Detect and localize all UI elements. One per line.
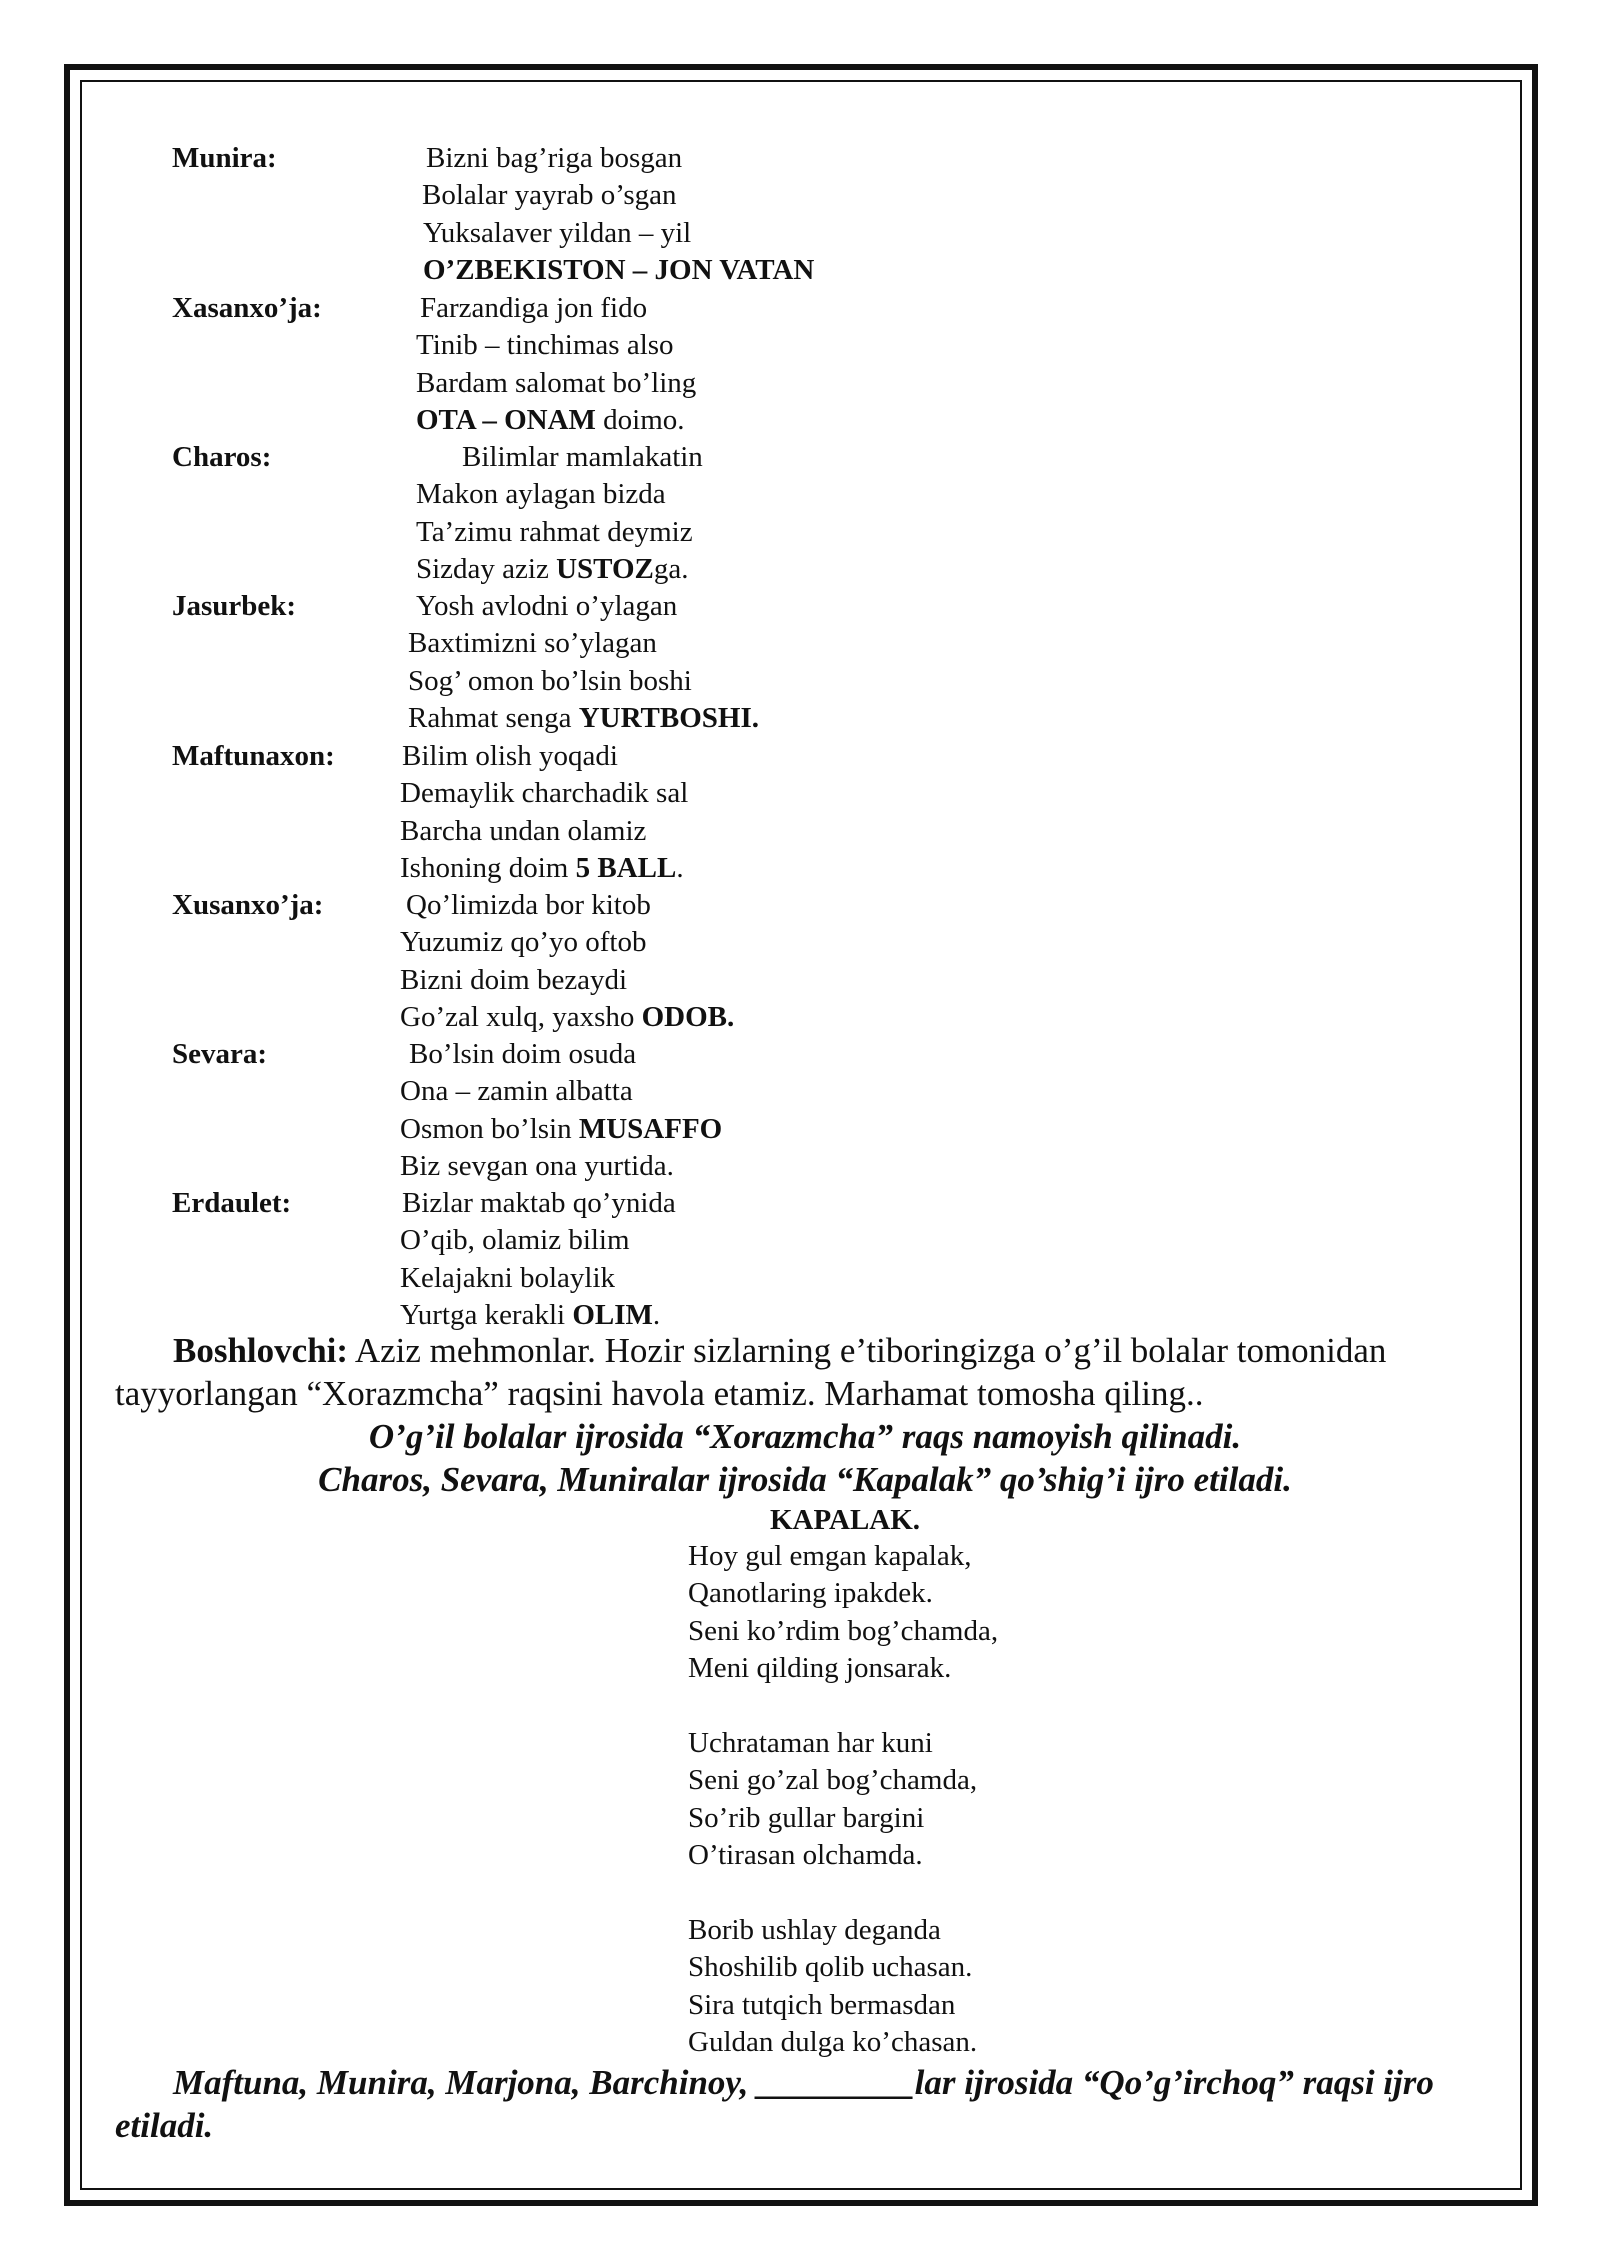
poem-line [416,365,696,402]
poem-line [462,439,703,476]
final-note-blank: _________ [757,2063,915,2102]
stage-note-2: Charos, Sevara, Muniralar ijrosida “Kapalak” qo’shig’i ijro etiladi. [318,1460,1292,1499]
song-lyrics [688,1538,998,2062]
speaker-name: Xusanxo’ja: [172,889,324,921]
poem-line [408,700,759,737]
speaker-name: Jasurbek: [172,590,297,622]
host-label: Boshlovchi: [173,1331,349,1370]
poem-line-text: Yuksalaver yildan – yil [423,216,692,249]
poem-line-tail: doimo. [595,404,685,437]
speaker-name: Charos: [172,441,272,473]
poem-line-text: Biz sevgan ona yurtida. [400,1150,674,1183]
poem-line [406,887,651,924]
poem-line [400,962,627,999]
poem-line-text: Yurtga kerakli [400,1299,573,1332]
poem-line [426,140,682,177]
poem-line-text: Barcha undan olamiz [400,814,647,847]
poem-line-text: Rahmat senga [408,702,579,735]
poem-line [400,813,646,850]
poem-line-emphasis: USTOZ [556,553,654,586]
poem-line [402,1185,676,1222]
song-line: Guldan dulga ko’chasan. [688,2026,978,2059]
poem-line [400,850,684,887]
poem-line-emphasis: YURTBOSHI. [578,702,760,735]
poem-line [422,177,676,214]
poem-line-text: O’qib, olamiz bilim [400,1224,630,1257]
poem-line-text: Bolalar yayrab o’sgan [422,179,677,212]
poem-line [416,402,685,439]
poem-line [416,588,677,625]
verse-gap [688,1875,998,1912]
poem-line-text: Tinib – tinchimas also [416,329,674,362]
poem-line-text: Kelajakni bolaylik [400,1261,616,1294]
song-line: Uchrataman har kuni [688,1727,933,1760]
speaker-name: Maftunaxon: [172,740,335,772]
poem-line-text: Ona – zamin albatta [400,1075,633,1108]
poem-line-text: Osmon bo’lsin [400,1112,579,1145]
speaker-name: Sevara: [172,1038,268,1070]
poem-line-emphasis: O’ZBEKISTON – JON VATAN [423,254,815,287]
song-line: Borib ushlay deganda [688,1914,941,1947]
poem-line-text: Sizday aziz [416,553,557,586]
poem-line-emphasis: OTA – ONAM [416,404,596,437]
song-line: Seni go’zal bog’chamda, [688,1764,978,1797]
poem-line [402,738,618,775]
poem-line-text: Yosh avlodni o’ylagan [416,590,678,622]
poem-line-tail: . [676,852,684,885]
poem-line [420,290,647,327]
poem-line [400,775,688,812]
poem-line [423,215,691,252]
poem-line-text: Farzandiga jon fido [420,292,648,324]
poem-line-text: Qo’limizda bor kitob [406,889,651,921]
poem-line [400,999,734,1036]
poem-line-text: Demaylik charchadik sal [400,777,689,810]
poem-line-text: Bizni doim bezaydi [400,963,628,996]
poem-line-emphasis: 5 BALL [575,852,677,885]
song-line: So’rib gullar bargini [688,1801,925,1834]
speaker-name: Erdaulet: [172,1187,292,1219]
final-note-rest: lar ijrosida “Qo’g’irchoq” raqsi ijro etiladi. [115,2063,1434,2145]
poem-line-text: Baxtimizni so’ylagan [408,627,657,660]
poem-line-text: Makon aylagan bizda [416,478,666,511]
host-paragraph [115,1329,1495,1415]
song-line: O’tirasan olchamda. [688,1839,923,1872]
poem-line-text: Bizlar maktab qo’ynida [402,1187,676,1219]
final-note-names: Maftuna, Munira, Marjona, Barchinoy, [173,2063,758,2102]
poem-line-text: Bilimlar mamlakatin [462,441,703,473]
poem-line-text: Sog’ omon bo’lsin boshi [408,664,692,697]
host-text: Aziz mehmonlar. Hozir sizlarning e’tiboringizga o’g’il bolalar tomonidan tayyorlangan “Xorazmcha” raqsini havola etamiz. Marhamat tomosha qiling.. [115,1331,1387,1413]
poem-line [423,252,814,289]
song-line: Hoy gul emgan kapalak, [688,1540,972,1572]
poem-line [400,1073,633,1110]
song-title: KAPALAK. [769,1504,921,1536]
song-line: Seni ko’rdim bog’chamda, [688,1614,999,1647]
poem-line-text: Bardam salomat bo’ling [416,366,697,399]
stage-note-1: O’g’il bolalar ijrosida “Xorazmcha” raqs namoyish qilinadi. [368,1417,1242,1456]
poem-line [416,551,689,588]
song-line: Shoshilib qolib uchasan. [688,1951,973,1984]
poem-line [400,924,646,961]
poem-line-tail: ga. [653,553,689,586]
poem-line [416,514,693,551]
poem-line [400,1111,722,1148]
poem-line-text: Bilim olish yoqadi [402,740,618,772]
poem-line [416,327,674,364]
poem-line-text: Yuzumiz qo’yo oftob [400,926,647,959]
poem-line [408,625,657,662]
poem-line-text: Ta’zimu rahmat deymiz [416,515,693,548]
poem-line-text: Ishoning doim [400,852,576,885]
poem-line [416,476,666,513]
poem-line-text: Bo’lsin doim osuda [409,1038,637,1070]
speaker-name: Xasanxo’ja: [172,292,322,324]
poem-line-text: Go’zal xulq, yaxsho [400,1001,642,1034]
speaker-name: Munira: [172,142,277,174]
song-line: Sira tutqich bermasdan [688,1988,956,2021]
poem-line-emphasis: OLIM [572,1299,653,1332]
poem-line-text: Bizni bag’riga bosgan [426,142,683,174]
poem-line [400,1148,674,1185]
poem-line [409,1036,636,1073]
poem-line [408,663,692,700]
poem-line-emphasis: ODOB. [641,1001,735,1034]
poem-line-emphasis: MUSAFFO [578,1112,723,1145]
verse-gap [688,1688,998,1725]
song-line: Qanotlaring ipakdek. [688,1577,933,1610]
poem-line [400,1222,630,1259]
song-line: Meni qilding jonsarak. [688,1652,952,1685]
final-stage-note [115,2061,1495,2147]
poem-line-tail: . [652,1299,661,1332]
poem-line [400,1260,615,1297]
